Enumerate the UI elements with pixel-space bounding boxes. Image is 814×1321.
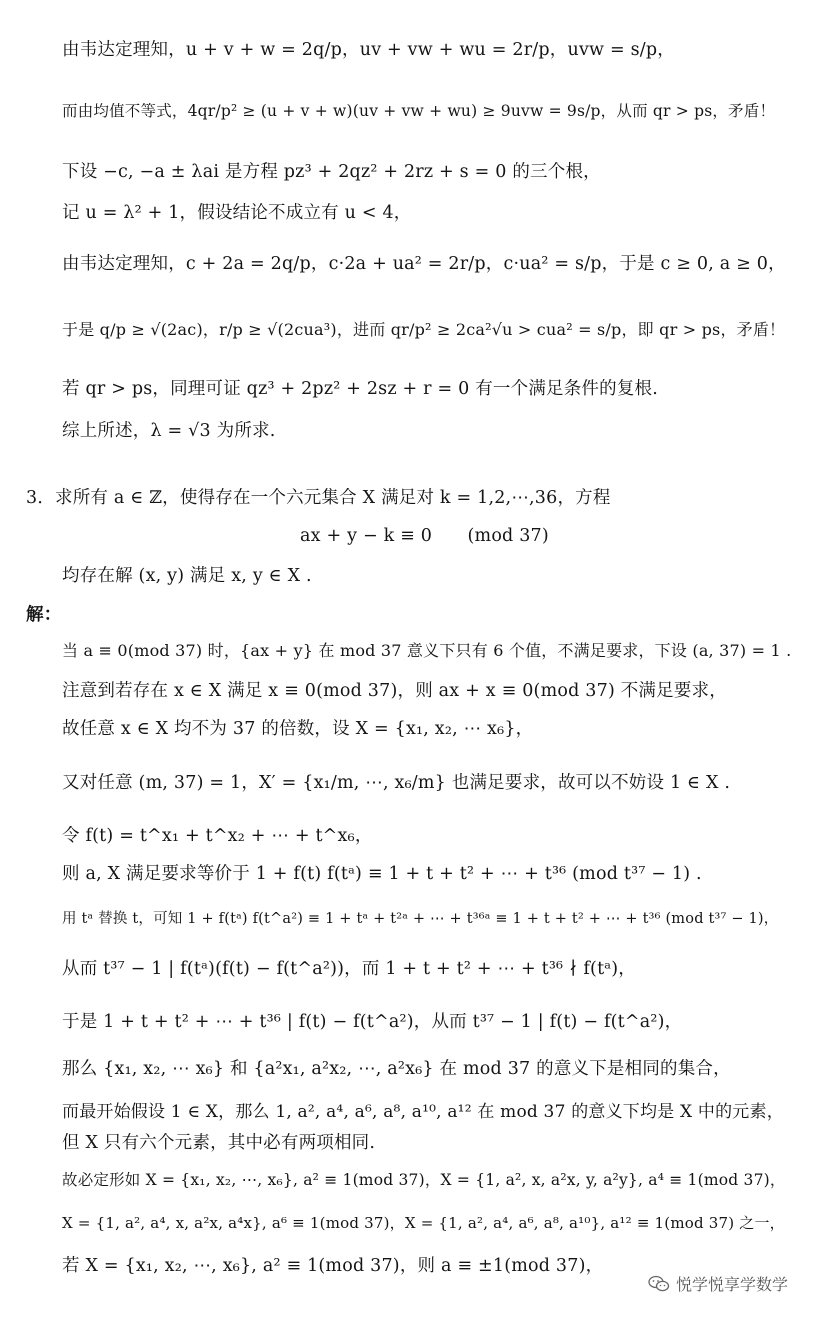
- text-line: 用 tᵃ 替换 t，可知 1 + f(tᵃ) f(t^a²) ≡ 1 + tᵃ + t²ᵃ + ⋯ + t³⁶ᵃ ≡ 1 + t + t² + ⋯ + t³⁶ (mod t³⁷ − 1)，: [62, 911, 779, 927]
- wechat-icon: [648, 1275, 670, 1293]
- text-line: 那么 {x₁, x₂, ⋯ x₆} 和 {a²x₁, a²x₂, ⋯, a²x₆} 在 mod 37 的意义下是相同的集合，: [62, 1059, 731, 1079]
- text-line: 当 a ≡ 0(mod 37) 时，{ax + y} 在 mod 37 意义下只有 6 个值，不满足要求，下设 (a, 37) = 1 .: [62, 641, 792, 660]
- solution-heading: 解：: [26, 605, 62, 625]
- text-line: 综上所述，λ = √3 为所求.: [62, 421, 276, 441]
- text-line: 若 qr > ps，同理可证 qz³ + 2pz² + 2sz + r = 0 有一个满足条件的复根.: [62, 379, 658, 399]
- text-line: 但 X 只有六个元素，其中必有两项相同.: [62, 1133, 376, 1153]
- display-equation: ax + y − k ≡ 0 (mod 37): [300, 526, 549, 546]
- text-line: 而最开始假设 1 ∈ X，那么 1, a², a⁴, a⁶, a⁸, a¹⁰, a¹² 在 mod 37 的意义下均是 X 中的元素，: [62, 1102, 784, 1122]
- text-line: 均存在解 (x, y) 满足 x, y ∈ X .: [62, 566, 312, 586]
- text-line: 于是 q/p ≥ √(2ac)，r/p ≥ √(2cua³)，进而 qr/p² ≥ 2ca²√u > cua² = s/p，即 qr > ps，矛盾！: [62, 320, 786, 339]
- text-line: 故必定形如 X = {x₁, x₂, ⋯, x₆}, a² ≡ 1(mod 37)，X = {1, a², x, a²x, y, a²y}, a⁴ ≡ 1(mod 37)，: [62, 1171, 786, 1189]
- text-line: 注意到若存在 x ∈ X 满足 x ≡ 0(mod 37)，则 ax + x ≡ 0(mod 37) 不满足要求，: [62, 681, 727, 701]
- text-line: 令 f(t) = t^x₁ + t^x₂ + ⋯ + t^x₆，: [62, 826, 373, 846]
- text-line: 于是 1 + t + t² + ⋯ + t³⁶ | f(t) − f(t^a²)，从而 t³⁷ − 1 | f(t) − f(t^a²)，: [62, 1012, 683, 1032]
- watermark-text: 悦学悦享学数学: [675, 1275, 788, 1294]
- text-line: 记 u = λ² + 1，假设结论不成立有 u < 4，: [62, 203, 412, 223]
- text-line: 从而 t³⁷ − 1 | f(tᵃ)(f(t) − f(t^a²))，而 1 + t + t² + ⋯ + t³⁶ ∤ f(tᵃ)，: [62, 959, 636, 979]
- text-line: 由韦达定理知，u + v + w = 2q/p，uv + vw + wu = 2r/p，uvw = s/p，: [62, 40, 675, 60]
- text-line: 又对任意 (m, 37) = 1，X′ = {x₁/m, ⋯, x₆/m} 也满足要求，故可以不妨设 1 ∈ X .: [62, 773, 731, 793]
- text-line: 由韦达定理知，c + 2a = 2q/p，c·2a + ua² = 2r/p，c·ua² = s/p，于是 c ≥ 0, a ≥ 0，: [62, 254, 786, 274]
- watermark: [648, 1272, 788, 1295]
- text-line: 则 a, X 满足要求等价于 1 + f(t) f(tᵃ) ≡ 1 + t + t² + ⋯ + t³⁶ (mod t³⁷ − 1) .: [62, 864, 702, 884]
- text-line: 而由均值不等式，4qr/p² ≥ (u + v + w)(uv + vw + wu) ≥ 9uvw = 9s/p，从而 qr > ps，矛盾！: [62, 102, 776, 120]
- problem-statement-line: 3．求所有 a ∈ ℤ，使得存在一个六元集合 X 满足对 k = 1,2,⋯,36，方程: [26, 488, 611, 508]
- text-line: 若 X = {x₁, x₂, ⋯, x₆}, a² ≡ 1(mod 37)，则 a ≡ ±1(mod 37)，: [62, 1256, 604, 1276]
- text-line: 故任意 x ∈ X 均不为 37 的倍数，设 X = {x₁, x₂, ⋯ x₆}，: [62, 719, 534, 739]
- text-line: X = {1, a², a⁴, x, a²x, a⁴x}, a⁶ ≡ 1(mod 37)，X = {1, a², a⁴, a⁶, a⁸, a¹⁰}, a¹² ≡ 1(mod 37) 之一，: [62, 1214, 785, 1232]
- text-line: 下设 −c, −a ± λai 是方程 pz³ + 2qz² + 2rz + s = 0 的三个根，: [62, 162, 601, 182]
